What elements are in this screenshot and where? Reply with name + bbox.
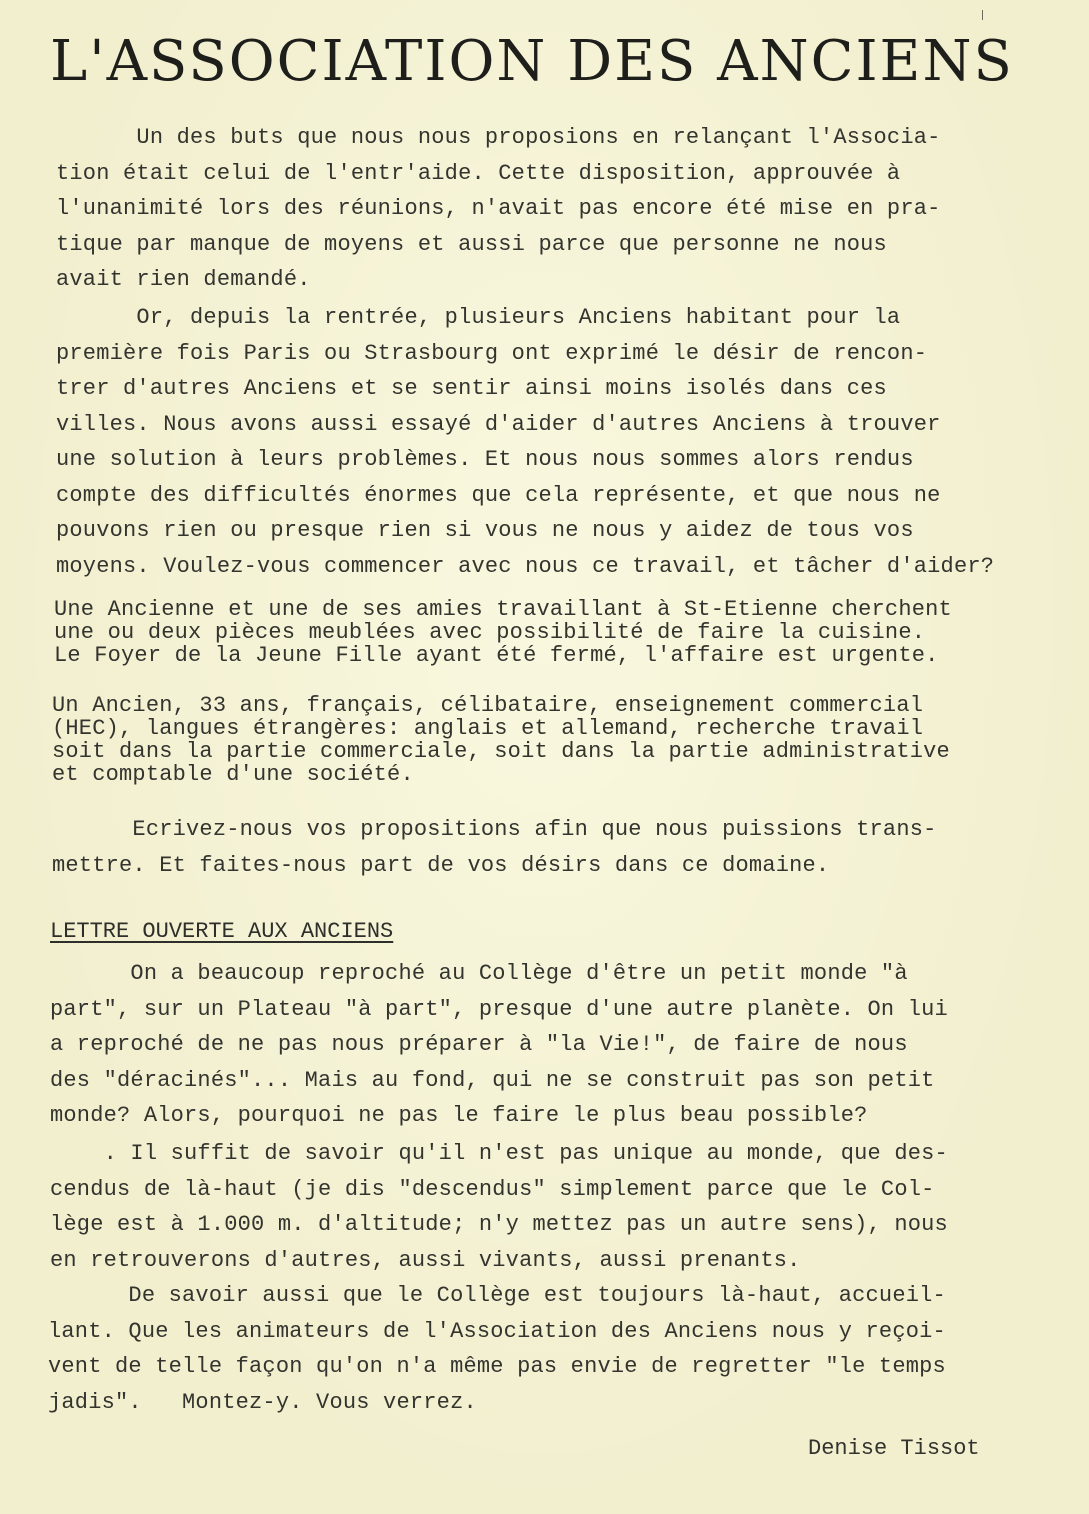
text-line: De savoir aussi que le Collège est toujours là-haut, accueil- [48, 1283, 946, 1308]
letter-paragraph-2 [50, 1136, 948, 1278]
intro-paragraph-1 [56, 120, 941, 298]
text-line: une ou deux pièces meublées avec possibilité de faire la cuisine. [54, 620, 926, 645]
notice-job-search [52, 694, 950, 786]
text-line: compte des difficultés énormes que cela représente, et que nous ne [56, 482, 941, 508]
text-line: et comptable d'une société. [52, 762, 414, 787]
text-line: villes. Nous avons aussi essayé d'aider d'autres Anciens à trouver [56, 411, 941, 437]
text-line: en retrouverons d'autres, aussi vivants, aussi prenants. [50, 1247, 801, 1273]
text-line: première fois Paris ou Strasbourg ont exprimé le désir de rencon- [56, 340, 928, 366]
notice-room-search [54, 598, 952, 667]
text-line: monde? Alors, pourquoi ne pas le faire le plus beau possible? [50, 1103, 868, 1128]
text-line: soit dans la partie commerciale, soit dans la partie administrative [52, 739, 950, 764]
text-line: . Il suffit de savoir qu'il n'est pas unique au monde, que des- [50, 1141, 948, 1166]
text-line: vent de telle façon qu'on n'a même pas envie de regretter "le temps [48, 1354, 946, 1379]
text-line: mettre. Et faites-nous part de vos désirs dans ce domaine. [52, 852, 830, 878]
page-title: L'ASSOCIATION DES ANCIENS [50, 29, 1014, 94]
intro-paragraph-2 [56, 300, 994, 584]
text-line: (HEC), langues étrangères: anglais et allemand, recherche travail [52, 716, 924, 741]
text-line: On a beaucoup reproché au Collège d'être un petit monde "à [50, 961, 908, 986]
text-line: Un Ancien, 33 ans, français, célibataire, enseignement commercial [52, 693, 924, 718]
text-line: tique par manque de moyens et aussi parce que personne ne nous [56, 231, 887, 257]
text-line: trer d'autres Anciens et se sentir ainsi moins isolés dans ces [56, 376, 887, 401]
text-line: Ecrivez-nous vos propositions afin que nous puissions trans- [52, 817, 937, 842]
text-line: a reproché de ne pas nous préparer à "la Vie!", de faire de nous [50, 1032, 908, 1057]
text-line: des "déracinés"... Mais au fond, qui ne se construit pas son petit [50, 1067, 935, 1093]
text-line: cendus de là-haut (je dis "descendus" simplement parce que le Col- [50, 1176, 935, 1202]
text-line: une solution à leurs problèmes. Et nous nous sommes alors rendus [56, 447, 914, 472]
text-line: Or, depuis la rentrée, plusieurs Anciens habitant pour la [56, 305, 901, 330]
text-line: tion était celui de l'entr'aide. Cette disposition, approuvée à [56, 160, 901, 186]
text-line: Le Foyer de la Jeune Fille ayant été fermé, l'affaire est urgente. [54, 643, 939, 668]
letter-paragraph-3 [48, 1278, 946, 1420]
letter-paragraph-1 [50, 956, 948, 1134]
text-line: lant. Que les animateurs de l'Association des Anciens nous y reçoi- [48, 1318, 946, 1344]
signature: Denise Tissot [808, 1436, 980, 1461]
text-line: avait rien demandé. [56, 267, 311, 292]
text-line: Un des buts que nous nous proposions en relançant l'Associa- [56, 125, 941, 150]
text-line: Une Ancienne et une de ses amies travaillant à St-Etienne cherchent [54, 597, 952, 622]
closing-paragraph [52, 812, 937, 883]
text-line: pouvons rien ou presque rien si vous ne nous y aidez de tous vos [56, 518, 914, 543]
text-line: l'unanimité lors des réunions, n'avait pas encore été mise en pra- [56, 196, 941, 221]
text-line: lège est à 1.000 m. d'altitude; n'y mettez pas un autre sens), nous [50, 1212, 948, 1237]
text-line: part", sur un Plateau "à part", presque d'une autre planète. On lui [50, 996, 948, 1022]
margin-mark [982, 10, 983, 20]
text-line: jadis". Montez-y. Vous verrez. [48, 1389, 477, 1415]
letter-heading: LETTRE OUVERTE AUX ANCIENS [50, 919, 394, 944]
text-line: moyens. Voulez-vous commencer avec nous ce travail, et tâcher d'aider? [56, 553, 995, 579]
